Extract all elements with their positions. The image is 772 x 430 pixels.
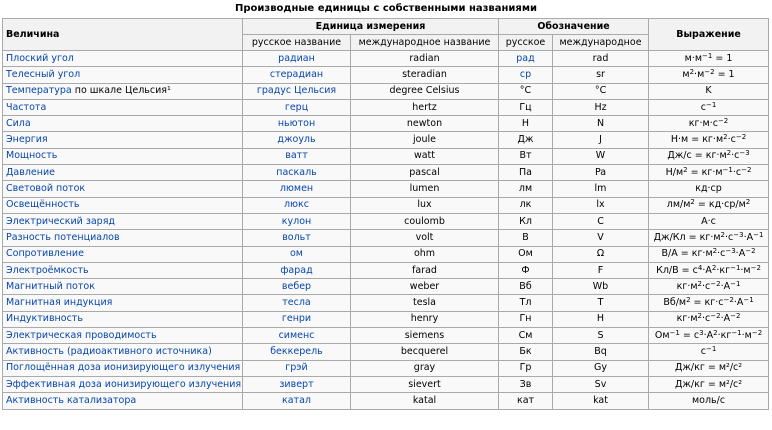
symbol-ru-cell: лк (499, 197, 553, 213)
quantity-link[interactable]: Частота (6, 101, 47, 113)
quantity-link[interactable]: Индуктивность (6, 313, 83, 325)
symbol-ru-cell: Гц (499, 99, 553, 115)
symbol-ru-cell: лм (499, 181, 553, 197)
quantity-cell (3, 393, 243, 409)
unit-ru-link[interactable]: кулон (243, 213, 351, 229)
symbol-int-cell: rad (553, 51, 649, 67)
symbol-ru-cell: В (499, 230, 553, 246)
unit-ru-link[interactable]: паскаль (243, 165, 351, 181)
quantity-link[interactable]: Сила (6, 117, 31, 129)
quantity-cell (3, 132, 243, 148)
table-caption: Производные единицы с собственными названиями (234, 3, 538, 14)
table-body (3, 51, 769, 410)
quantity-cell (3, 197, 243, 213)
expression-cell: K (649, 83, 769, 99)
unit-int-cell: joule (351, 132, 499, 148)
unit-int-cell: sievert (351, 376, 499, 392)
unit-int-cell: siemens (351, 328, 499, 344)
unit-int-cell: lumen (351, 181, 499, 197)
quantity-cell (3, 83, 243, 99)
quantity-link[interactable]: Активность (радиоактивного источника) (6, 345, 212, 357)
table-row (3, 51, 769, 67)
symbol-int-cell: N (553, 116, 649, 132)
table-row (3, 99, 769, 115)
quantity-link[interactable]: Телесный угол (6, 68, 81, 80)
units-table-container (2, 0, 770, 410)
expression-cell: $м\cdot м^{-1} = 1$ (649, 51, 769, 67)
quantity-link[interactable]: Мощность (6, 150, 58, 162)
symbol-int-cell: H (553, 311, 649, 327)
unit-int-cell: farad (351, 262, 499, 278)
symbol-int-cell: J (553, 132, 649, 148)
unit-int-cell: volt (351, 230, 499, 246)
unit-ru-link[interactable]: фарад (243, 262, 351, 278)
table-row (3, 132, 769, 148)
quantity-link[interactable]: Поглощённая доза ионизирующего излучения (6, 362, 241, 374)
quantity-link[interactable]: Световой поток (6, 183, 86, 195)
quantity-link[interactable]: Эффективная доза ионизирующего излучения (6, 378, 242, 390)
symbol-ru-cell: Гн (499, 311, 553, 327)
expression-cell: $с^{-1}$ (649, 99, 769, 115)
table-row (3, 376, 769, 392)
quantity-link[interactable]: Разность потенциалов (6, 231, 120, 243)
expression-cell: $кг\cdot м^2\cdot с^{-2}\cdot А^{-2}$ (649, 311, 769, 327)
expression-cell: Дж/кг = м²/с² (649, 376, 769, 392)
symbol-ru-cell: °C (499, 83, 553, 99)
unit-ru-link[interactable]: грэй (243, 360, 351, 376)
unit-ru-link[interactable]: катал (243, 393, 351, 409)
expression-cell: $м^2\cdot м^{-2} = 1$ (649, 67, 769, 83)
symbol-int-cell: Hz (553, 99, 649, 115)
table-row (3, 67, 769, 83)
header-unit-ru: русское название (243, 35, 351, 51)
table-row (3, 230, 769, 246)
quantity-link[interactable]: Сопротивление (6, 248, 84, 260)
quantity-link[interactable]: Давление (6, 166, 55, 178)
header-unit-int: международное название (351, 35, 499, 51)
quantity-link[interactable]: Освещённость (6, 199, 80, 211)
quantity-link[interactable]: Магнитный поток (6, 280, 95, 292)
symbol-ru-cell: Ф (499, 262, 553, 278)
table-row (3, 116, 769, 132)
quantity-cell (3, 165, 243, 181)
unit-ru-link[interactable]: тесла (243, 295, 351, 311)
expression-cell: $кг\cdot м^2\cdot с^{-2}\cdot А^{-1}$ (649, 279, 769, 295)
expression-cell: $Вб/м^2 = кг\cdot с^{-2}\cdot А^{-1}$ (649, 295, 769, 311)
table-row (3, 165, 769, 181)
symbol-ru-cell: Гр (499, 360, 553, 376)
quantity-cell (3, 99, 243, 115)
unit-ru-link[interactable]: вольт (243, 230, 351, 246)
unit-int-cell: lux (351, 197, 499, 213)
symbol-int-cell: Wb (553, 279, 649, 295)
symbol-int-cell: T (553, 295, 649, 311)
unit-ru-link[interactable]: стерадиан (243, 67, 351, 83)
symbol-int-cell: Bq (553, 344, 649, 360)
symbol-int-cell: V (553, 230, 649, 246)
header-quantity: Величина (3, 19, 243, 51)
expression-cell: моль/с (649, 393, 769, 409)
expression-cell: кд·ср (649, 181, 769, 197)
expression-cell: $Ом^{-1} = с^3\cdot А^2\cdot кг^{-1}\cdot м^{-2}$ (649, 328, 769, 344)
table-row (3, 83, 769, 99)
unit-ru-link[interactable]: генри (243, 311, 351, 327)
header-symbol-ru: русское (499, 35, 553, 51)
quantity-suffix: по шкале Цельсия¹ (71, 85, 171, 97)
symbol-ru-cell: Дж (499, 132, 553, 148)
quantity-cell (3, 213, 243, 229)
unit-ru-link[interactable]: ватт (243, 148, 351, 164)
quantity-cell (3, 311, 243, 327)
header-symbol: Обозначение (499, 19, 649, 35)
expression-cell: $Кл/В = с^4\cdot А^2\cdot кг^{-1}\cdot м^{-2}$ (649, 262, 769, 278)
unit-ru-link[interactable]: ньютон (243, 116, 351, 132)
unit-int-cell: becquerel (351, 344, 499, 360)
unit-ru-link[interactable]: беккерель (243, 344, 351, 360)
table-row (3, 360, 769, 376)
expression-cell: $кг\cdot м\cdot с^{-2}$ (649, 116, 769, 132)
symbol-ru-cell: См (499, 328, 553, 344)
unit-int-cell: hertz (351, 99, 499, 115)
symbol-int-cell: Gy (553, 360, 649, 376)
unit-int-cell: radian (351, 51, 499, 67)
quantity-link[interactable]: Температура (6, 85, 72, 97)
table-row (3, 246, 769, 262)
quantity-cell (3, 67, 243, 83)
unit-int-cell: newton (351, 116, 499, 132)
expression-cell: $Н/м^2 = кг\cdot м^{-1}\cdot с^{-2}$ (649, 165, 769, 181)
unit-ru-link[interactable]: градус Цельсия (243, 83, 351, 99)
quantity-link[interactable]: Электрический заряд (6, 215, 115, 227)
quantity-cell (3, 246, 243, 262)
table-row (3, 311, 769, 327)
symbol-ru-cell: Ом (499, 246, 553, 262)
unit-int-cell: steradian (351, 67, 499, 83)
expression-cell: $лм/м^2 = кд\cdot ср/м^2$ (649, 197, 769, 213)
table-row (3, 295, 769, 311)
expression-cell: $Н\cdot м = кг\cdot м^2\cdot с^{-2}$ (649, 132, 769, 148)
unit-int-cell: weber (351, 279, 499, 295)
unit-ru-link[interactable]: вебер (243, 279, 351, 295)
expression-cell: $с^{-1}$ (649, 344, 769, 360)
symbol-ru-cell: Па (499, 165, 553, 181)
quantity-cell (3, 344, 243, 360)
unit-ru-link[interactable]: джоуль (243, 132, 351, 148)
symbol-ru-cell: Бк (499, 344, 553, 360)
symbol-ru-cell: Кл (499, 213, 553, 229)
unit-int-cell: ohm (351, 246, 499, 262)
symbol-int-cell: kat (553, 393, 649, 409)
quantity-link[interactable]: Магнитная индукция (6, 297, 113, 309)
symbol-ru-cell: Н (499, 116, 553, 132)
symbol-int-cell: F (553, 262, 649, 278)
table-row (3, 197, 769, 213)
unit-ru-link[interactable]: герц (243, 99, 351, 115)
symbol-ru-cell: Тл (499, 295, 553, 311)
unit-ru-link[interactable]: люмен (243, 181, 351, 197)
quantity-link[interactable]: Электрическая проводимость (6, 329, 157, 341)
table-row (3, 393, 769, 409)
quantity-cell (3, 295, 243, 311)
symbol-int-cell: Ω (553, 246, 649, 262)
quantity-link[interactable]: Электроёмкость (6, 264, 89, 276)
unit-int-cell: pascal (351, 165, 499, 181)
symbol-int-cell: lm (553, 181, 649, 197)
symbol-int-cell: lx (553, 197, 649, 213)
quantity-cell (3, 148, 243, 164)
unit-ru-link[interactable]: сименс (243, 328, 351, 344)
symbol-int-cell: sr (553, 67, 649, 83)
quantity-link[interactable]: Плоский угол (6, 52, 74, 64)
expression-cell: А·с (649, 213, 769, 229)
quantity-cell (3, 262, 243, 278)
symbol-int-cell: °C (553, 83, 649, 99)
header-expression: Выражение (649, 19, 769, 51)
unit-int-cell: henry (351, 311, 499, 327)
quantity-cell (3, 116, 243, 132)
expression-cell: $Дж/с = кг\cdot м^2\cdot с^{-3}$ (649, 148, 769, 164)
quantity-link[interactable]: Активность катализатора (6, 394, 137, 406)
symbol-ru-cell: Вб (499, 279, 553, 295)
expression-cell: Дж/кг = м²/с² (649, 360, 769, 376)
table-row (3, 213, 769, 229)
unit-int-cell: gray (351, 360, 499, 376)
unit-int-cell: watt (351, 148, 499, 164)
unit-ru-link[interactable]: радиан (243, 51, 351, 67)
unit-int-cell: katal (351, 393, 499, 409)
symbol-ru-cell: Вт (499, 148, 553, 164)
symbol-int-cell: C (553, 213, 649, 229)
table-row (3, 148, 769, 164)
unit-ru-link[interactable]: зиверт (243, 376, 351, 392)
symbol-ru-cell: ср (499, 67, 553, 83)
quantity-cell (3, 328, 243, 344)
quantity-cell (3, 360, 243, 376)
symbol-ru-cell: кат (499, 393, 553, 409)
table-row (3, 279, 769, 295)
symbol-ru-cell: рад (499, 51, 553, 67)
symbol-int-cell: W (553, 148, 649, 164)
quantity-cell (3, 230, 243, 246)
symbol-int-cell: S (553, 328, 649, 344)
expression-cell: $Дж/Кл = кг\cdot м^2\cdot с^{-3}\cdot А^{-1}$ (649, 230, 769, 246)
quantity-cell (3, 181, 243, 197)
header-unit: Единица измерения (243, 19, 499, 35)
unit-int-cell: tesla (351, 295, 499, 311)
symbol-ru-cell: Зв (499, 376, 553, 392)
unit-ru-link[interactable]: ом (243, 246, 351, 262)
table-row (3, 262, 769, 278)
unit-int-cell: degree Celsius (351, 83, 499, 99)
table-row (3, 181, 769, 197)
quantity-cell (3, 376, 243, 392)
symbol-int-cell: Pa (553, 165, 649, 181)
symbol-int-cell: Sv (553, 376, 649, 392)
header-symbol-int: международное (553, 35, 649, 51)
quantity-link[interactable]: Энергия (6, 134, 48, 146)
table-row (3, 328, 769, 344)
table-row (3, 344, 769, 360)
quantity-cell (3, 279, 243, 295)
quantity-cell (3, 51, 243, 67)
unit-int-cell: coulomb (351, 213, 499, 229)
expression-cell: $В/А = кг\cdot м^2\cdot с^{-3}\cdot А^{-2}$ (649, 246, 769, 262)
unit-ru-link[interactable]: люкс (243, 197, 351, 213)
derived-units-table (2, 18, 769, 410)
